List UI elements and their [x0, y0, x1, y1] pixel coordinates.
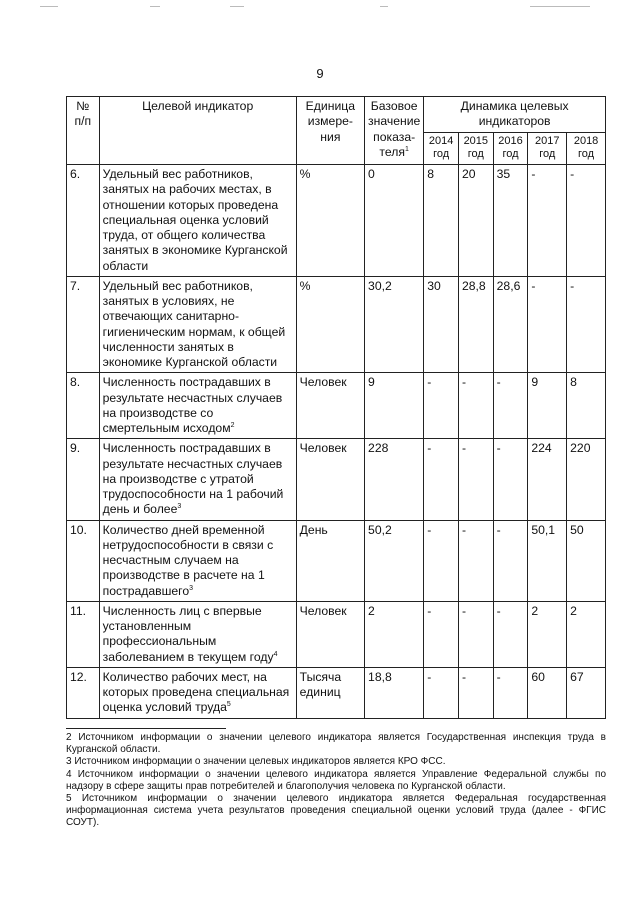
row-base-value: 2 [365, 601, 424, 667]
header-year-value: 2017 [535, 134, 560, 147]
row-number: 12. [67, 667, 100, 718]
row-base-value: 18,8 [365, 667, 424, 718]
row-year-value: 30 [424, 276, 459, 373]
header-year-value: 2014 [428, 134, 454, 147]
footnote: 3 Источником информации о значении целевых индикаторов является КРО ФСС. [66, 756, 446, 768]
footnote: 5 Источником информации о значении целевого индикатора является Федеральная государственная информационная система учета результатов проведения специальной оценки условий труда (далее - ФГИС СОУТ). [66, 792, 606, 829]
indicator-text: Количество дней временной нетрудоспособности в связи с несчастным случаем на производстве в расчете на 1 пострадавшего [102, 522, 274, 598]
footnote-ref: 3 [177, 503, 182, 511]
row-year-value: 28,6 [493, 276, 528, 373]
row-year-value: - [458, 667, 493, 718]
row-year-value: - [424, 667, 459, 718]
row-base-value: 9 [365, 373, 424, 439]
table-row [67, 439, 606, 520]
table-row [67, 601, 606, 667]
row-year-value: - [493, 601, 528, 667]
row-year-value: 50,1 [528, 520, 567, 601]
table-row [67, 276, 606, 373]
row-unit: Человек [296, 373, 364, 439]
row-unit: День [296, 520, 364, 601]
table-row [67, 667, 606, 718]
header-year-value: 2015 [463, 134, 489, 147]
header-year-0 [424, 132, 459, 165]
header-num: № п/п [67, 97, 100, 165]
row-indicator-name [99, 165, 296, 277]
table-row [67, 520, 606, 601]
header-indicator: Целевой индикатор [99, 97, 296, 165]
row-unit: Тысяча единиц [296, 667, 364, 718]
row-year-value: - [424, 520, 459, 601]
row-year-value: 8 [424, 165, 459, 277]
indicator-text: Численность пострадавших в результате несчастных случаев на производстве со смертельным исходом [102, 375, 283, 435]
row-number: 11. [67, 601, 100, 667]
header-year-suffix: год [467, 148, 484, 161]
row-base-value: 50,2 [365, 520, 424, 601]
row-unit: Человек [296, 439, 364, 520]
header-year-suffix: год [539, 148, 556, 161]
header-year-4 [567, 132, 606, 165]
header-base [365, 97, 424, 165]
row-indicator-name [99, 276, 296, 373]
indicator-text: Количество рабочих мест, на которых проведена специальная оценка условий труда [102, 669, 290, 715]
header-year-3 [528, 132, 567, 165]
indicator-text: Численность лиц с впервые установленным профессиональным заболеванием в текущем году [102, 603, 274, 664]
header-base-footnote-ref: 1 [404, 145, 409, 153]
row-unit: % [296, 165, 364, 277]
row-year-value: - [528, 276, 567, 373]
indicators-table [66, 96, 606, 719]
row-year-value: 35 [493, 165, 528, 277]
row-year-value: - [493, 520, 528, 601]
row-number: 6. [67, 165, 100, 277]
row-year-value: 20 [458, 165, 493, 277]
row-year-value: 60 [528, 667, 567, 718]
row-indicator-name [99, 520, 296, 601]
row-indicator-name [99, 439, 296, 520]
header-year-suffix: год [578, 148, 595, 161]
row-year-value: 9 [528, 373, 567, 439]
row-year-value: 8 [567, 373, 606, 439]
header-year-1 [458, 132, 493, 165]
row-base-value: 228 [365, 439, 424, 520]
row-number: 8. [67, 373, 100, 439]
row-base-value: 0 [365, 165, 424, 277]
row-indicator-name [99, 373, 296, 439]
table-row [67, 165, 606, 277]
header-year-value: 2018 [573, 134, 599, 147]
page-number: 9 [316, 66, 324, 81]
header-dynamics: Динамика целевых индикаторов [424, 97, 606, 133]
footnote-ref: 4 [273, 650, 278, 658]
row-year-value: 28,8 [458, 276, 493, 373]
scan-artifacts [30, 6, 610, 10]
footnote-ref: 5 [226, 701, 231, 709]
indicator-text: Численность пострадавших в результате несчастных случаев на производстве с утратой трудоспособности на 1 рабочий день и более [102, 441, 284, 517]
row-year-value: - [458, 520, 493, 601]
header-year-suffix: год [433, 148, 450, 161]
row-year-value: - [528, 165, 567, 277]
row-year-value: - [493, 373, 528, 439]
header-year-2 [493, 132, 528, 165]
row-indicator-name [99, 601, 296, 667]
footnote: 2 Источником информации о значении целевого индикатора является Государственная инспекция труда в Курганской области. [66, 732, 606, 756]
row-year-value: 220 [567, 439, 606, 520]
row-unit: Человек [296, 601, 364, 667]
row-year-value: - [567, 165, 606, 277]
row-year-value: - [567, 276, 606, 373]
row-year-value: - [424, 373, 459, 439]
row-number: 10. [67, 520, 100, 601]
footnotes [66, 728, 606, 830]
footnote-ref: 2 [230, 421, 235, 429]
indicator-text: Удельный вес работников, занятых в условиях, не отвечающих санитарно-гигиеническим нормам, к общей численности занятых в экономике Курганской области [102, 278, 286, 369]
row-year-value: - [458, 373, 493, 439]
header-unit: Единица измере- ния [296, 97, 364, 165]
footnote: 4 Источником информации о значении целевого индикатора является Управление Федеральной службы по надзору в сфере защиты прав потребителей и благополучия человека по Курганской области. [66, 768, 606, 792]
row-number: 9. [67, 439, 100, 520]
row-year-value: 67 [567, 667, 606, 718]
row-indicator-name [99, 667, 296, 718]
row-year-value: - [493, 667, 528, 718]
header-year-suffix: год [502, 148, 519, 161]
row-year-value: 224 [528, 439, 567, 520]
row-year-value: - [493, 439, 528, 520]
row-year-value: - [424, 601, 459, 667]
row-year-value: 2 [528, 601, 567, 667]
header-base-text: Базовое значение показа- теля [368, 99, 421, 159]
row-year-value: - [458, 601, 493, 667]
footnote-separator [66, 728, 226, 729]
row-base-value: 30,2 [365, 276, 424, 373]
row-year-value: - [424, 439, 459, 520]
header-year-value: 2016 [498, 134, 523, 147]
row-year-value: 2 [567, 601, 606, 667]
row-year-value: - [458, 439, 493, 520]
footnote-ref: 3 [189, 584, 194, 592]
row-unit: % [296, 276, 364, 373]
row-number: 7. [67, 276, 100, 373]
row-year-value: 50 [567, 520, 606, 601]
indicator-text: Удельный вес работников, занятых на рабочих местах, в отношении которых проведена специальная оценка условий труда, от общего количества занятых в экономике Курганской области [102, 167, 288, 273]
table-row [67, 373, 606, 439]
